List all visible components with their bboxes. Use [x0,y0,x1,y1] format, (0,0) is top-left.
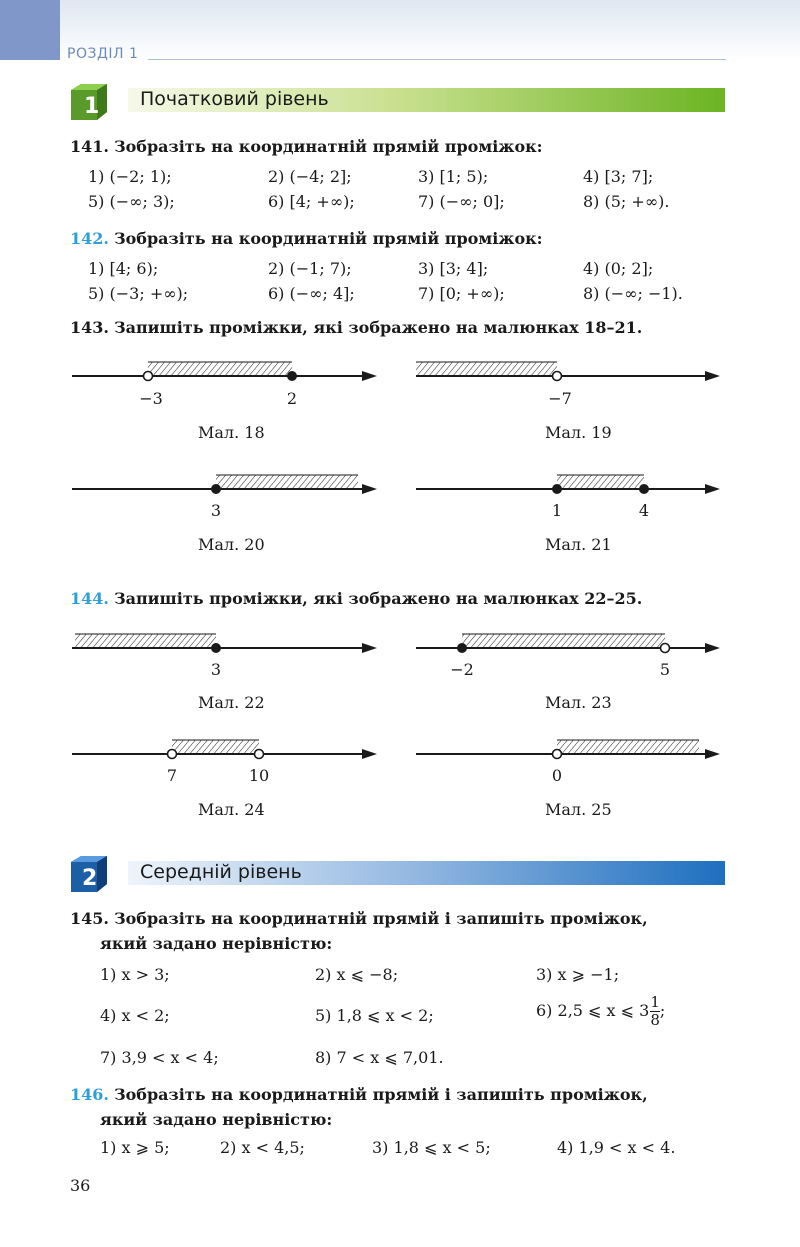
figure-19-line [416,362,720,381]
task-number: 145. [70,909,109,928]
list-item: 1) x ⩾ 5; [100,1138,170,1157]
page-number: 36 [70,1176,91,1195]
list-item: 3) [1; 5); [418,167,489,186]
arrow-head [705,371,720,381]
tick-label: −7 [548,389,572,408]
filled-point [211,643,221,653]
hatch-region [172,740,259,754]
arrow-head [362,484,377,494]
open-point [553,372,562,381]
list-item: 4) (0; 2]; [583,259,654,278]
tick-label: 3 [210,501,222,520]
hatch-region [557,475,644,489]
figure-caption: Мал. 23 [545,693,612,712]
list-item: 4) [3; 7]; [583,167,654,186]
list-item: 3) 1,8 ⩽ x < 5; [372,1138,491,1157]
arrow-head [705,749,720,759]
task-number: 141. [70,137,109,156]
open-point [661,644,670,653]
list-item: 2) x ⩽ −8; [315,965,399,984]
list-item: 7) [0; +∞); [418,284,505,303]
list-item: 4) 1,9 < x < 4. [557,1138,676,1157]
task-145 [70,909,648,928]
figure-23-line [416,634,720,653]
figure-caption: Мал. 20 [198,535,265,554]
list-item: 8) (−∞; −1). [583,284,683,303]
list-item: 7) 3,9 < x < 4; [100,1048,219,1067]
fraction [650,994,660,1029]
filled-point [287,371,297,381]
filled-point [211,484,221,494]
tick-label: 0 [551,766,563,785]
filled-point [552,484,562,494]
filled-point [639,484,649,494]
list-item: 1) x > 3; [100,965,170,984]
list-item: 2) (−1; 7); [268,259,352,278]
tick-label: −3 [139,389,163,408]
hatch-region [216,475,358,489]
fraction-numerator: 1 [650,993,660,1011]
hatch-region [557,740,699,754]
fraction-tail: ; [659,1001,666,1020]
figure-caption: Мал. 21 [545,535,612,554]
arrow-head [362,371,377,381]
figure-caption: Мал. 22 [198,693,265,712]
list-item-text: 6) 2,5 ⩽ x ⩽ 3 [536,1001,650,1020]
list-item: 5) 1,8 ⩽ x < 2; [315,1006,434,1025]
task-text: Зобразіть на координатній прямій проміжок: [114,137,543,156]
figure-21-line [416,475,720,494]
fraction-denominator: 8 [650,1011,660,1029]
list-item: 1) (−2; 1); [88,167,172,186]
level-2-title: Середній рівень [140,861,302,883]
task-146 [70,1085,648,1104]
task-text: Зобразіть на координатній прямій проміжок: [114,229,543,248]
list-item: 4) x < 2; [100,1006,170,1025]
list-item: 5) (−∞; 3); [88,192,175,211]
tick-label: 10 [248,766,270,785]
level-2-badge-number: 2 [82,866,98,891]
level-1-badge-number: 1 [84,94,100,119]
task-text: Запишіть проміжки, які зображено на малюнках 22–25. [114,589,643,608]
task-text-continued: який задано нерівністю: [100,934,333,953]
tick-label: 7 [166,766,178,785]
open-point [255,750,264,759]
task-number: 142. [70,229,109,248]
figure-caption: Мал. 24 [198,800,265,819]
arrow-head [705,484,720,494]
tick-label: 3 [210,660,222,679]
hatch-region [148,362,292,376]
figure-24-line [72,740,377,759]
list-item: 8) (5; +∞). [583,192,670,211]
figure-caption: Мал. 19 [545,423,612,442]
open-point [553,750,562,759]
task-text-continued: який задано нерівністю: [100,1110,333,1129]
level-1-title: Початковий рівень [140,88,329,110]
tick-label: 2 [286,389,298,408]
list-item: 6) [4; +∞); [268,192,355,211]
list-item: 5) (−3; +∞); [88,284,189,303]
arrow-head [362,749,377,759]
list-item: 2) (−4; 2]; [268,167,352,186]
tick-label: 1 [551,501,563,520]
task-number: 144. [70,589,109,608]
list-item: 8) 7 < x ⩽ 7,01. [315,1048,444,1067]
hatch-region [416,362,557,376]
arrow-head [705,643,720,653]
list-item: 3) x ⩾ −1; [536,965,620,984]
hatch-region [462,634,665,648]
tick-label: 5 [659,660,671,679]
task-text: Зобразіть на координатній прямій і запишіть проміжок, [114,909,648,928]
hatch-region [75,634,216,648]
task-number: 146. [70,1085,109,1104]
figure-caption: Мал. 25 [545,800,612,819]
task-number: 143. [70,318,109,337]
list-item: 2) x < 4,5; [220,1138,305,1157]
task-144 [70,589,642,608]
figure-25-line [416,740,720,759]
list-item: 3) [3; 4]; [418,259,489,278]
task-text: Запишіть проміжки, які зображено на малюнках 18–21. [114,318,643,337]
task-text: Зобразіть на координатній прямій і запишіть проміжок, [114,1085,648,1104]
level-2-badge-icon [67,854,109,894]
figure-20-line [72,475,377,494]
section-label: РОЗДІЛ 1 [67,46,139,62]
tick-label: 4 [638,501,650,520]
open-point [144,372,153,381]
list-item: 6) (−∞; 4]; [268,284,355,303]
open-point [168,750,177,759]
list-item: 7) (−∞; 0]; [418,192,505,211]
tick-label: −2 [450,660,474,679]
filled-point [457,643,467,653]
figure-18-line [72,362,377,381]
arrow-head [362,643,377,653]
list-item: 1) [4; 6); [88,259,159,278]
list-item-fraction [536,994,665,1029]
figure-22-line [72,634,377,653]
figure-caption: Мал. 18 [198,423,265,442]
